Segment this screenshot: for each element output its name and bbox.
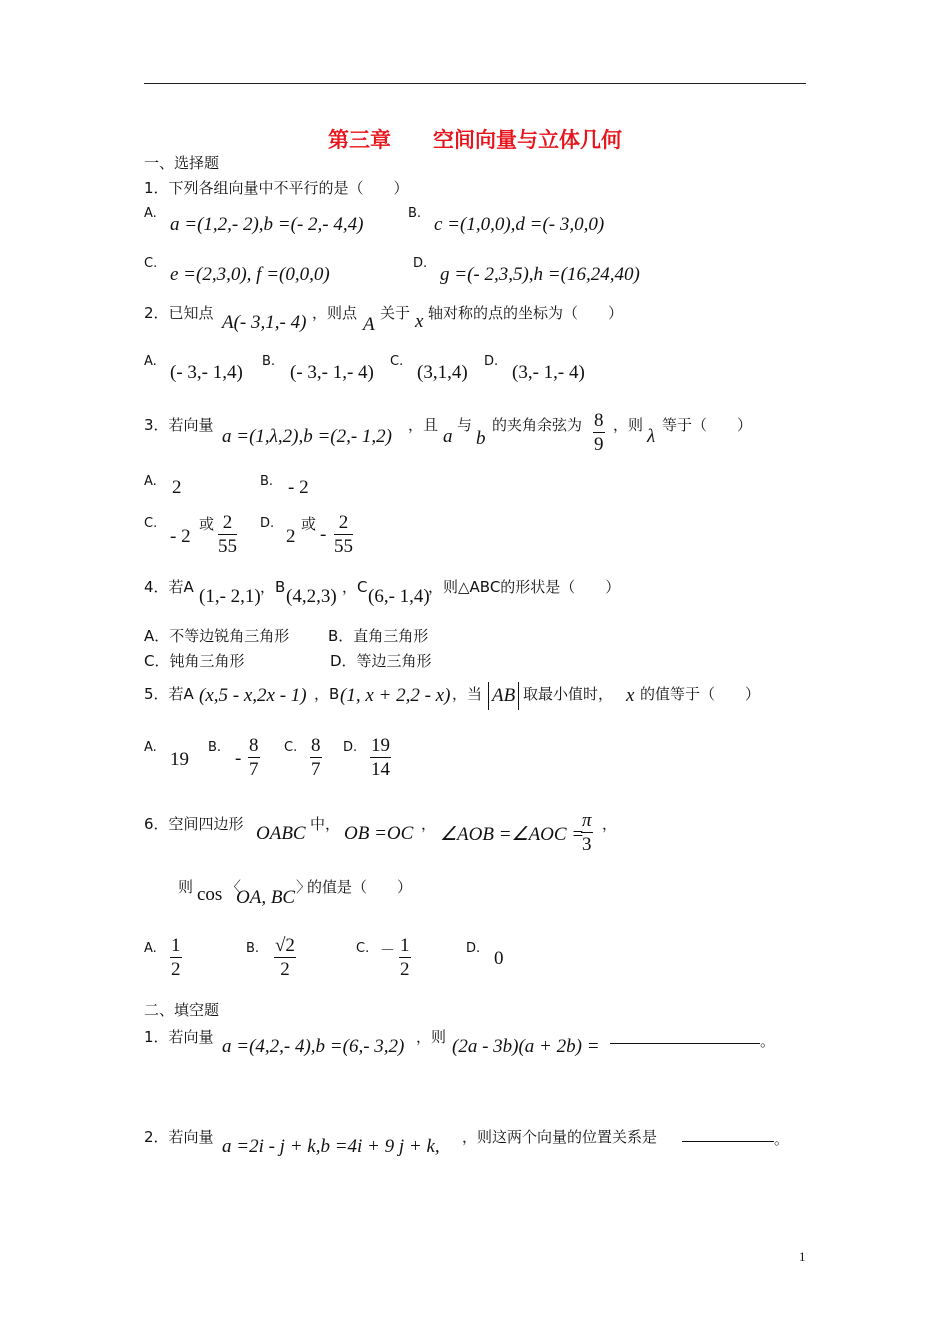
q5-AB-abs: AB — [488, 682, 519, 710]
q5-sep: ，B — [314, 685, 340, 703]
q6-b-fraction: $\frac{√2}{2}$ — [275, 935, 295, 980]
q3-c-label: C. — [144, 516, 158, 531]
q6-c-sign: － — [380, 941, 396, 959]
q4-option-c: C．钝角三角形 — [144, 652, 245, 670]
q5-mid2: 取最小值时， — [523, 685, 614, 703]
q5-b-label: B. — [208, 740, 222, 755]
q3-and: 与 — [457, 416, 473, 434]
q3-post: 等于（ ） — [662, 416, 753, 434]
q3-d-sign: - — [320, 524, 327, 545]
q1-a-label: A. — [144, 206, 157, 221]
chapter-title: 第三章 空间向量与立体几何 — [328, 128, 622, 152]
q4-pre: 4．若A — [144, 578, 194, 596]
q3-lambda: λ — [647, 426, 656, 447]
f2-end: 。 — [774, 1130, 790, 1148]
q6-line2-pre: 则 — [178, 878, 194, 896]
q3-fraction: $\frac{8}{9}$ — [594, 410, 604, 455]
q5-d-fraction: $\frac{19}{14}$ — [371, 735, 390, 780]
q4-A: (1,- 2,1) — [199, 586, 261, 607]
q6-end: ， — [602, 815, 618, 833]
q4-sep2: ，C — [342, 578, 368, 596]
q2-pre: 2．已知点 — [144, 304, 214, 322]
q6-pi-fraction: $\frac{\pi}{3}$ — [582, 810, 592, 855]
section-heading-fill: 二、填空题 — [144, 1001, 220, 1019]
q2-A: A — [363, 314, 375, 335]
q1-c-math: e =(2,3,0), f =(0,0,0) — [170, 264, 330, 285]
q1-b-label: B. — [408, 206, 422, 221]
q6-c-label: C. — [356, 941, 370, 956]
q2-d-label: D. — [484, 354, 499, 369]
q6-shape: OABC — [256, 823, 306, 844]
q3-mid3: ，则 — [613, 416, 644, 434]
q6-a-fraction: $\frac{1}{2}$ — [171, 935, 181, 980]
q1-c-label: C. — [144, 256, 158, 271]
q2-b-label: B. — [262, 354, 276, 369]
q6-line2-post: 的值是（ ） — [307, 878, 413, 896]
f2-answer-blank — [682, 1141, 774, 1142]
f1-answer-blank — [610, 1043, 760, 1044]
q1-a-math: a =(1,2,- 2),b =(- 2,- 4,4) — [170, 214, 364, 235]
q2-a-label: A. — [144, 354, 157, 369]
q5-b-sign: - — [235, 748, 242, 769]
q3-d-or: 或 — [301, 515, 317, 533]
q6-inner: OA, BC — [236, 887, 296, 908]
f2-vec: a =2i - j + k,b =4i + 9 j + k, — [222, 1136, 440, 1157]
q4-post: ，则△ABC的形状是（ ） — [428, 578, 621, 596]
q3-c-or: 或 — [199, 515, 215, 533]
q3-a-math: 2 — [172, 477, 182, 498]
q3-pre: 3．若向量 — [144, 416, 214, 434]
q5-A: (x,5 - x,2x - 1) — [199, 685, 307, 706]
f1-mid: ，则 — [416, 1028, 447, 1046]
q5-a-math: 19 — [170, 749, 189, 770]
q6-cos: cos — [197, 884, 223, 905]
q5-x: x — [626, 685, 635, 706]
q2-post: 轴对称的点的坐标为（ ） — [428, 304, 624, 322]
q2-c-label: C. — [390, 354, 404, 369]
q5-a-label: A. — [144, 740, 157, 755]
q4-option-a: A．不等边锐角三角形 — [144, 627, 290, 645]
q2-a-math: (- 3,- 1,4) — [170, 362, 243, 383]
q6-b-label: B. — [246, 941, 260, 956]
q2-mid: ，则点 — [312, 304, 358, 322]
q6-mid: 中， — [310, 815, 341, 833]
q1-d-math: g =(- 2,3,5),h =(16,24,40) — [440, 264, 640, 285]
q5-B: (1, x + 2,2 - x) — [340, 685, 451, 706]
page-number: 1 — [799, 1249, 806, 1264]
q5-b-fraction: $\frac{8}{7}$ — [249, 735, 259, 780]
q1-stem: 1．下列各组向量中不平行的是（ ） — [144, 179, 409, 197]
q6-d-math: 0 — [494, 948, 504, 969]
q3-d-label: D. — [260, 516, 275, 531]
q3-a: a — [443, 426, 453, 447]
q1-d-label: D. — [413, 256, 428, 271]
f1-end: 。 — [760, 1032, 776, 1050]
q4-option-d: D．等边三角形 — [330, 652, 432, 670]
q6-eq2: ∠AOB =∠AOC = — [440, 824, 585, 845]
q5-c-label: C. — [284, 740, 298, 755]
f1-expr: (2a - 3b)(a + 2b) = — [452, 1036, 600, 1057]
q5-post: 的值等于（ ） — [640, 685, 761, 703]
q3-d-fraction: $\frac{2}{55}$ — [334, 512, 353, 557]
q6-c-fraction: $\frac{1}{2}$ — [400, 935, 410, 980]
q2-x: x — [415, 311, 424, 332]
q4-sep1: ，B — [260, 578, 286, 596]
q3-c-pre: - 2 — [170, 526, 191, 547]
q4-option-b: B．直角三角形 — [328, 627, 429, 645]
q4-C: (6,- 1,4) — [368, 586, 430, 607]
q5-pre: 5．若A — [144, 685, 194, 703]
header-rule — [144, 83, 806, 84]
q6-pre: 6．空间四边形 — [144, 815, 244, 833]
q2-mid2: 关于 — [380, 304, 411, 322]
f2-pre: 2．若向量 — [144, 1128, 214, 1146]
q1-b-math: c =(1,0,0),d =(- 3,0,0) — [434, 214, 605, 235]
q5-mid: ，当 — [452, 685, 483, 703]
q3-b-math: - 2 — [288, 477, 309, 498]
q2-d-math: (3,- 1,- 4) — [512, 362, 585, 383]
q5-c-fraction: $\frac{8}{7}$ — [311, 735, 321, 780]
q4-B: (4,2,3) — [286, 586, 337, 607]
q6-eq1: OB =OC — [344, 823, 414, 844]
q5-d-label: D. — [343, 740, 358, 755]
q6-a-label: A. — [144, 941, 157, 956]
q6-comma: ， — [421, 815, 437, 833]
q2-point: A(- 3,1,- 4) — [222, 312, 307, 333]
q3-vec: a =(1,λ,2),b =(2,- 1,2) — [222, 426, 393, 447]
q3-mid2: 的夹角余弦为 — [492, 416, 583, 434]
f1-pre: 1．若向量 — [144, 1028, 214, 1046]
q3-b: b — [476, 428, 486, 449]
q3-a-label: A. — [144, 474, 157, 489]
q6-open-bracket: 〈 — [226, 878, 242, 896]
q6-d-label: D. — [466, 941, 481, 956]
q3-c-fraction: $\frac{2}{55}$ — [218, 512, 237, 557]
q6-close-bracket: 〉 — [296, 878, 312, 896]
section-heading-choice: 一、选择题 — [144, 154, 220, 172]
q2-c-math: (3,1,4) — [417, 362, 468, 383]
q3-d-pre: 2 — [286, 526, 296, 547]
q3-b-label: B. — [260, 474, 274, 489]
q2-b-math: (- 3,- 1,- 4) — [290, 362, 374, 383]
q3-mid: ，且 — [408, 416, 439, 434]
f1-vec: a =(4,2,- 4),b =(6,- 3,2) — [222, 1036, 405, 1057]
f2-post: ，则这两个向量的位置关系是 — [462, 1128, 658, 1146]
